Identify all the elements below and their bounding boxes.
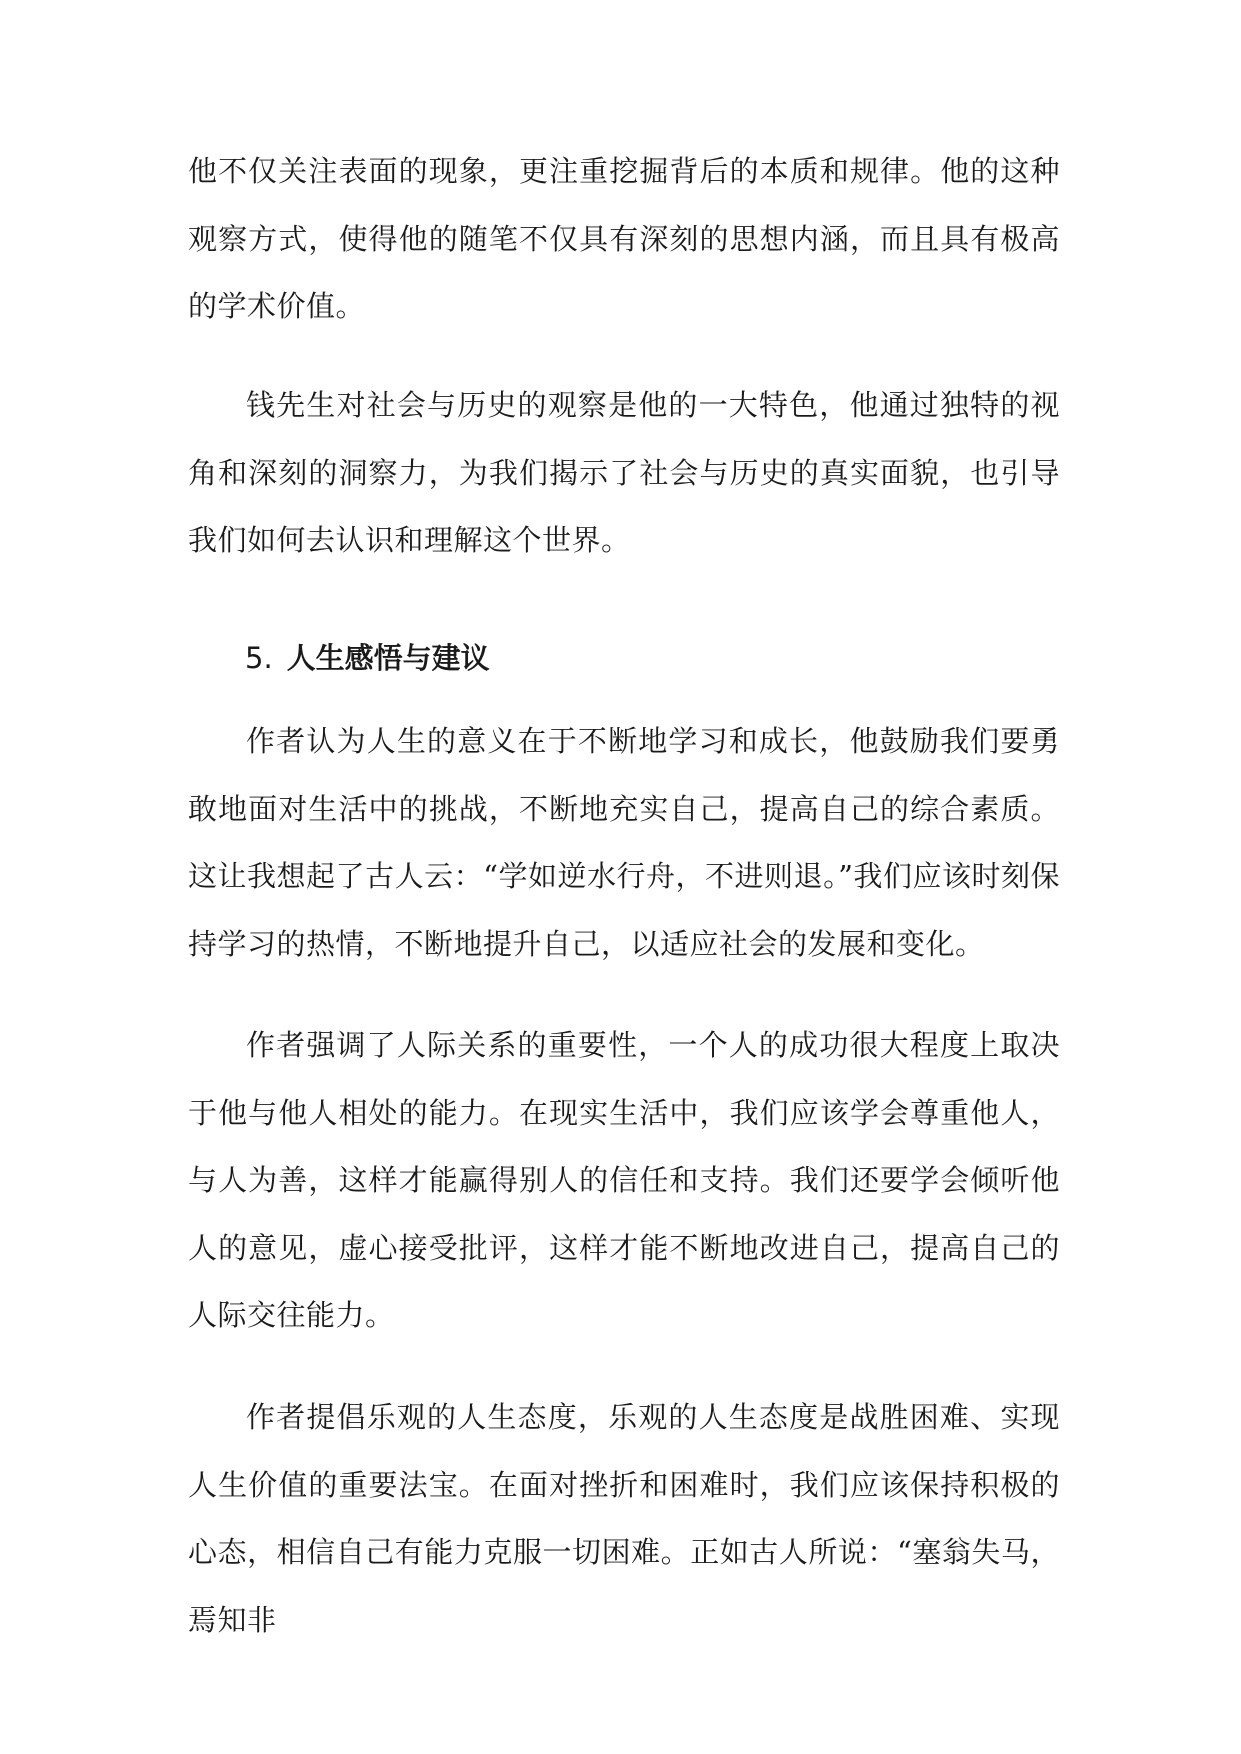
section-heading bbox=[245, 630, 490, 686]
paragraph-social-history: 钱先生对社会与历史的观察是他的一大特色，他通过独特的视角和深刻的洞察力，为我们揭示了社会与历史的真实面貌，也引导我们如何去认识和理解这个世界。 bbox=[188, 388, 1060, 557]
paragraph-learning: 作者认为人生的意义在于不断地学习和成长，他鼓励我们要勇敢地面对生活中的挑战，不断地充实自己，提高自己的综合素质。这让我想起了古人云：“学如逆水行舟，不进则退。”我们应该时刻保持学习的热情，不断地提升自己，以适应社会的发展和变化。 bbox=[188, 724, 1060, 961]
paragraph-relationships: 作者强调了人际关系的重要性，一个人的成功很大程度上取决于他与他人相处的能力。在现实生活中，我们应该学会尊重他人，与人为善，这样才能赢得别人的信任和支持。我们还要学会倾听他人的意见，虚心接受批评，这样才能不断地改进自己，提高自己的人际交往能力。 bbox=[188, 1028, 1060, 1332]
paragraph-optimism: 作者提倡乐观的人生态度，乐观的人生态度是战胜困难、实现人生价值的重要法宝。在面对挫折和困难时，我们应该保持积极的心态，相信自己有能力克服一切困难。正如古人所说：“塞翁失马，焉知非 bbox=[188, 1400, 1060, 1637]
section-number: 5. bbox=[245, 641, 273, 675]
section-title: 人生感悟与建议 bbox=[286, 641, 490, 675]
paragraph-continuation: 他不仅关注表面的现象，更注重挖掘背后的本质和规律。他的这种观察方式，使得他的随笔不仅具有深刻的思想内涵，而且具有极高的学术价值。 bbox=[188, 154, 1060, 323]
